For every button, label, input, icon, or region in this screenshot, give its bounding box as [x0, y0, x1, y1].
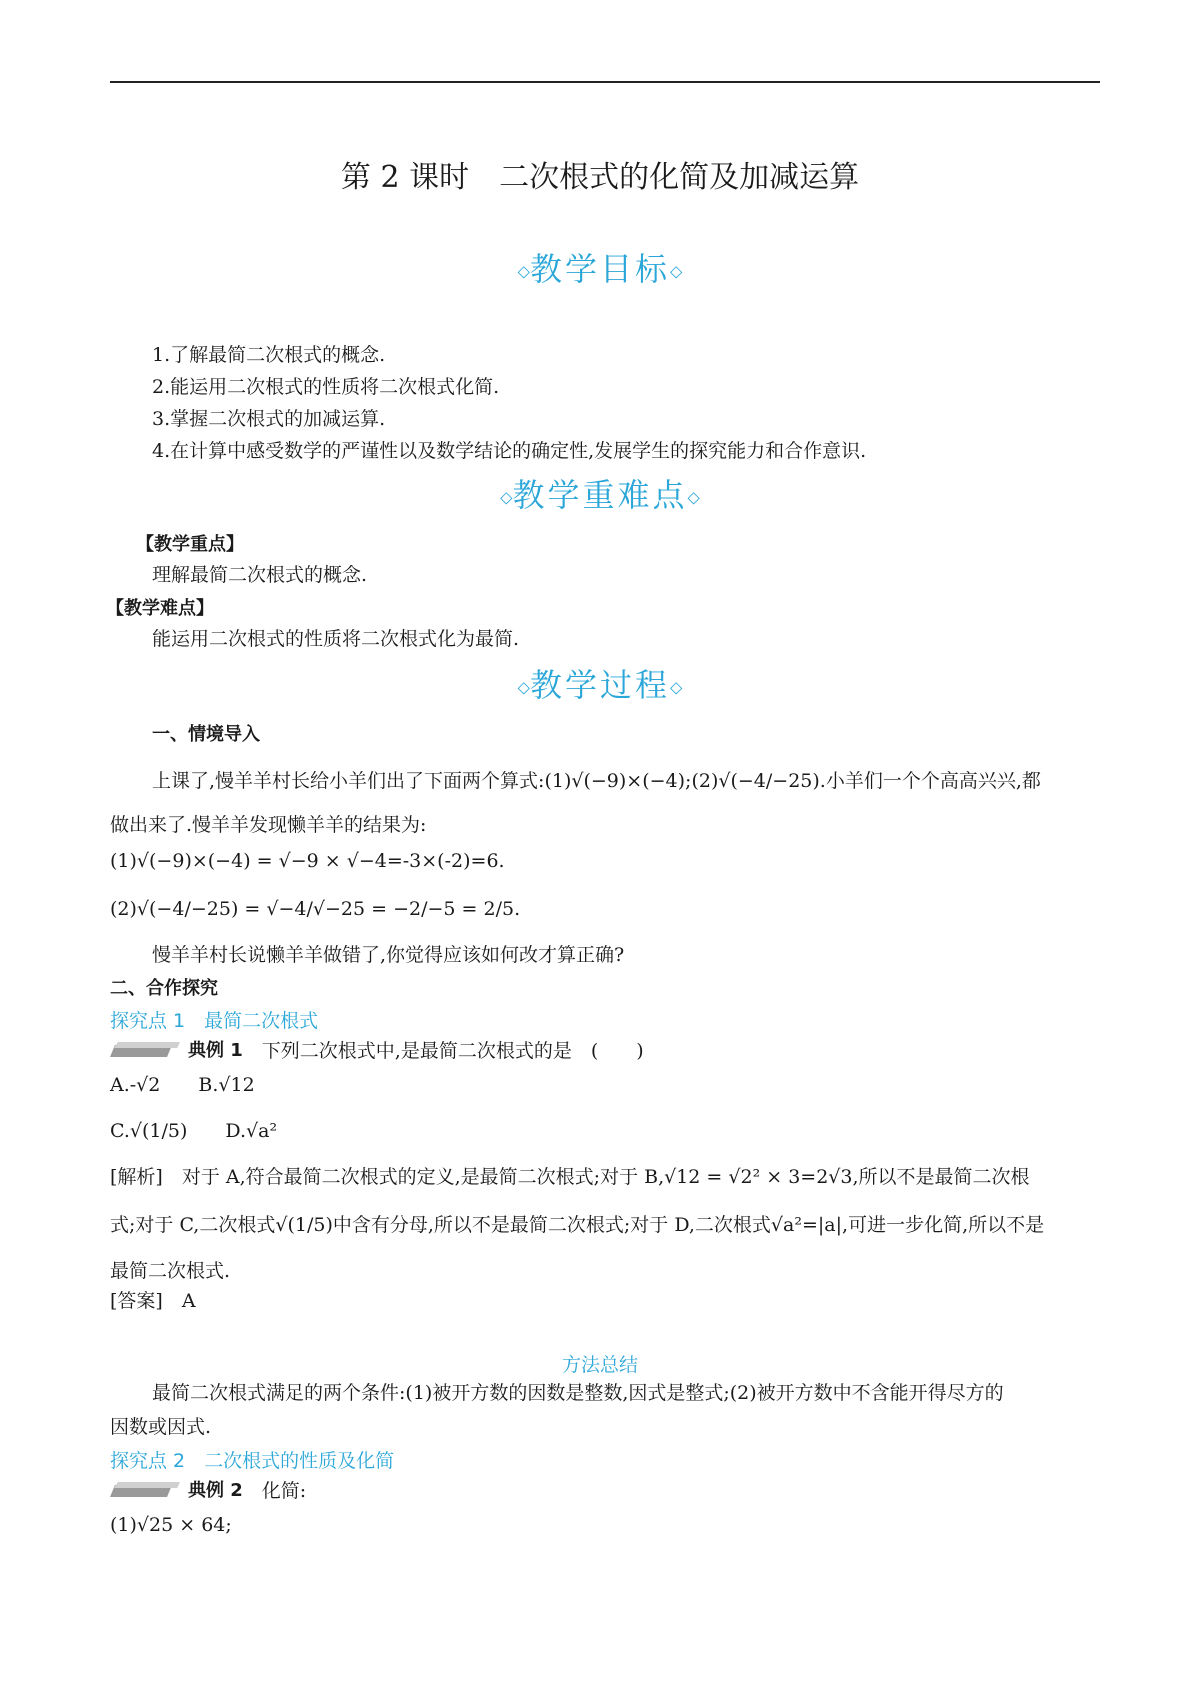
page-title: 第 2 课时 二次根式的化简及加减运算 [340, 160, 860, 195]
answer-text: A [162, 1290, 196, 1312]
example-2 [110, 1478, 306, 1504]
calc-line-1: (1)√(−9)×(−4) = √−9 × √−4=-3×(-2)=6. [110, 850, 505, 872]
focus-label: 【教学重点】 [136, 534, 244, 555]
diamond-icon: ◇ [500, 487, 513, 507]
intro-line-2: 做出来了.慢羊羊发现懒羊羊的结果为: [110, 814, 427, 836]
intro-line-1: 上课了,慢羊羊村长给小羊们出了下面两个算式:(1)√(−9)×(−4);(2)√(−4/−25).小羊们一个个高高兴兴,都 [152, 770, 1041, 792]
section-heading-goals [0, 248, 1200, 293]
explore-point-2: 探究点 2 二次根式的性质及化简 [110, 1450, 395, 1472]
example-1-name: 典例 1 [188, 1040, 243, 1061]
section-heading-key-points [0, 474, 1200, 519]
analysis-text-1: 对于 A,符合最简二次根式的定义,是最简二次根式;对于 B,√12 = √2² × 3=2√3,所以不是最简二次根 [162, 1166, 1030, 1188]
answer-label: [答案] [110, 1290, 163, 1312]
example-1 [110, 1038, 644, 1064]
part1-title: 一、情境导入 [152, 724, 260, 745]
diamond-icon: ◇ [670, 261, 683, 281]
options-ab: A.-√2 B.√12 [110, 1074, 255, 1096]
goal-item: 4.在计算中感受数学的严谨性以及数学结论的确定性,发展学生的探究能力和合作意识. [152, 440, 867, 462]
focus-text: 理解最简二次根式的概念. [152, 564, 368, 586]
answer-line [110, 1288, 196, 1314]
section-heading-goals-text: 教学目标 [529, 250, 670, 288]
goal-item: 3.掌握二次根式的加减运算. [152, 408, 386, 430]
section-heading-process [0, 664, 1200, 709]
top-rule [110, 81, 1100, 83]
diamond-icon: ◇ [517, 677, 530, 697]
example-1-text: 下列二次根式中,是最简二次根式的是 ( ) [242, 1040, 644, 1062]
analysis-line-2: 式;对于 C,二次根式√(1/5)中含有分母,所以不是最简二次根式;对于 D,二次根式√a²=|a|,可进一步化简,所以不是 [110, 1214, 1045, 1236]
part2-title: 二、合作探究 [110, 978, 218, 999]
goal-item: 1.了解最简二次根式的概念. [152, 344, 386, 366]
example-2-item-1: (1)√25 × 64; [110, 1514, 232, 1536]
example-tag-icon [110, 1042, 180, 1060]
section-heading-key-points-text: 教学重难点 [512, 476, 688, 514]
method-summary-title: 方法总结 [561, 1354, 638, 1376]
example-tag-icon [110, 1482, 180, 1500]
analysis-label: [解析] [110, 1166, 163, 1188]
difficulty-label: 【教学难点】 [106, 598, 214, 619]
options-cd: C.√(1/5) D.√a² [110, 1120, 278, 1142]
example-2-text: 化简: [242, 1480, 307, 1502]
section-heading-process-text: 教学过程 [529, 666, 670, 704]
analysis-line-3: 最简二次根式. [110, 1260, 231, 1282]
method-line-1: 最简二次根式满足的两个条件:(1)被开方数的因数是整数,因式是整式;(2)被开方数中不含能开得尽方的 [152, 1382, 1004, 1404]
explore-point-1: 探究点 1 最简二次根式 [110, 1010, 319, 1032]
calc-line-2: (2)√(−4/−25) = √−4/√−25 = −2/−5 = 2/5. [110, 898, 521, 920]
goal-item: 2.能运用二次根式的性质将二次根式化简. [152, 376, 500, 398]
analysis-line-1 [110, 1164, 1030, 1190]
diamond-icon: ◇ [687, 487, 700, 507]
method-line-2: 因数或因式. [110, 1416, 212, 1438]
difficulty-text: 能运用二次根式的性质将二次根式化为最简. [152, 628, 520, 650]
question-text: 慢羊羊村长说懒羊羊做错了,你觉得应该如何改才算正确? [152, 944, 625, 966]
diamond-icon: ◇ [517, 261, 530, 281]
example-2-name: 典例 2 [188, 1480, 243, 1501]
diamond-icon: ◇ [670, 677, 683, 697]
